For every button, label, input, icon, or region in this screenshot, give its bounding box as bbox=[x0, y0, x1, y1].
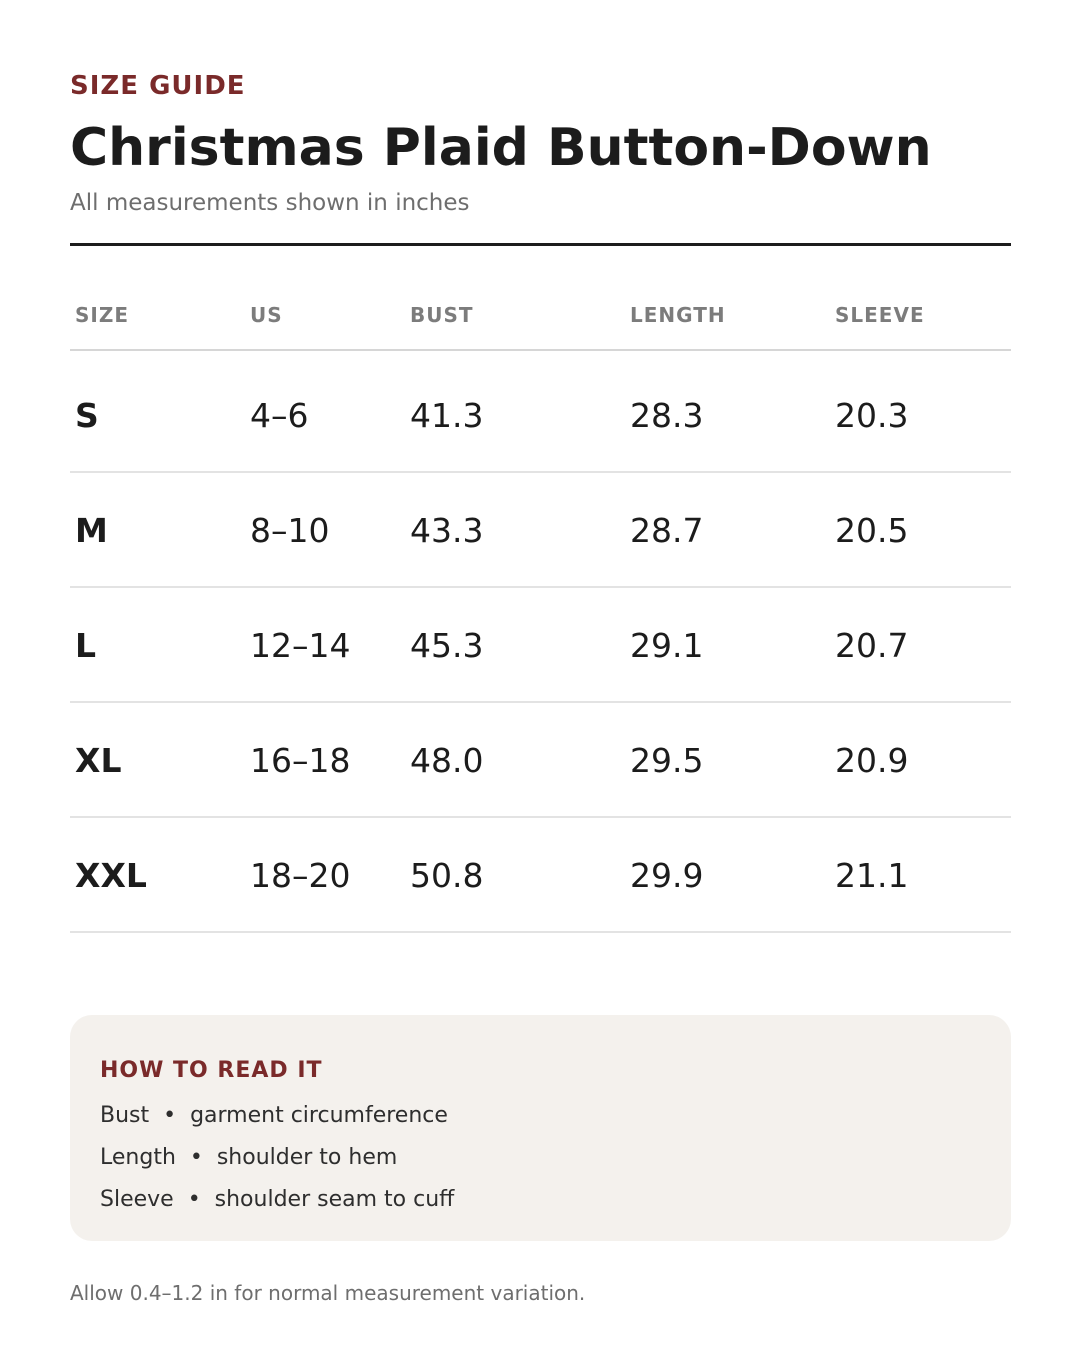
size-cell: M bbox=[75, 511, 108, 550]
sleeve-cell: 20.5 bbox=[835, 511, 909, 550]
bust-cell: 45.3 bbox=[410, 626, 484, 665]
table-header bbox=[70, 300, 1011, 351]
how-to-read-panel bbox=[70, 1015, 1011, 1241]
eyebrow-label: SIZE GUIDE bbox=[70, 71, 246, 101]
how-to-read-title: HOW TO READ IT bbox=[100, 1058, 323, 1083]
sleeve-cell: 20.3 bbox=[835, 396, 909, 435]
bust-cell: 41.3 bbox=[410, 396, 484, 435]
table-row bbox=[70, 588, 1011, 703]
header-divider bbox=[70, 243, 1011, 246]
table-row bbox=[70, 818, 1011, 933]
size-cell: XL bbox=[75, 741, 122, 780]
length-cell: 29.5 bbox=[630, 741, 704, 780]
note-line-sleeve: Sleeve • shoulder seam to cuff bbox=[100, 1187, 455, 1212]
length-cell: 29.1 bbox=[630, 626, 704, 665]
page-subtitle: All measurements shown in inches bbox=[70, 190, 470, 216]
bust-cell: 43.3 bbox=[410, 511, 484, 550]
bust-cell: 50.8 bbox=[410, 856, 484, 895]
size-cell: L bbox=[75, 626, 97, 665]
note-line-bust: Bust • garment circumference bbox=[100, 1103, 448, 1128]
us-cell: 8–10 bbox=[250, 511, 330, 550]
column-header-us: US bbox=[250, 303, 283, 327]
column-header-sleeve: SLEEVE bbox=[835, 303, 925, 327]
sleeve-cell: 21.1 bbox=[835, 856, 909, 895]
column-header-size: SIZE bbox=[75, 303, 130, 327]
us-cell: 16–18 bbox=[250, 741, 351, 780]
length-cell: 28.7 bbox=[630, 511, 704, 550]
size-cell: XXL bbox=[75, 856, 147, 895]
table-row bbox=[70, 703, 1011, 818]
us-cell: 18–20 bbox=[250, 856, 351, 895]
page-title: Christmas Plaid Button-Down bbox=[70, 118, 932, 178]
note-line-length: Length • shoulder to hem bbox=[100, 1145, 398, 1170]
sleeve-cell: 20.9 bbox=[835, 741, 909, 780]
bust-cell: 48.0 bbox=[410, 741, 484, 780]
us-cell: 12–14 bbox=[250, 626, 351, 665]
table-row bbox=[70, 358, 1011, 473]
sleeve-cell: 20.7 bbox=[835, 626, 909, 665]
us-cell: 4–6 bbox=[250, 396, 309, 435]
column-header-length: LENGTH bbox=[630, 303, 726, 327]
table-row bbox=[70, 473, 1011, 588]
size-cell: S bbox=[75, 396, 99, 435]
variation-footnote: Allow 0.4–1.2 in for normal measurement variation. bbox=[70, 1281, 586, 1305]
length-cell: 29.9 bbox=[630, 856, 704, 895]
column-header-bust: BUST bbox=[410, 303, 474, 327]
length-cell: 28.3 bbox=[630, 396, 704, 435]
